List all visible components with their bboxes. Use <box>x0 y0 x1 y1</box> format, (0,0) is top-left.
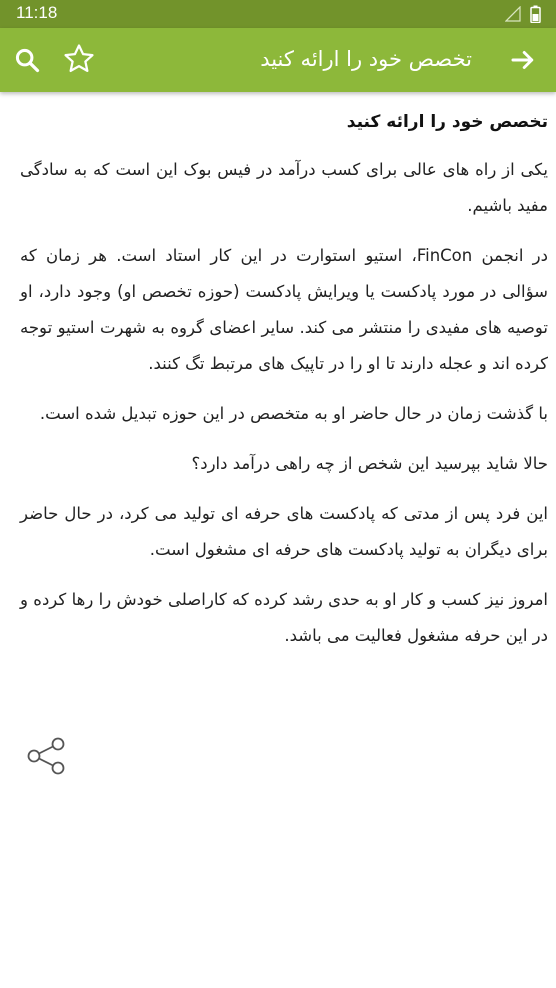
article-paragraph: حالا شاید بپرسید این شخص از چه راهی درآمد دارد؟ <box>191 454 548 473</box>
article-content <box>20 100 548 668</box>
signal-icon <box>505 6 521 22</box>
article-title: تخصص خود را ارائه کنید <box>346 112 548 132</box>
article-paragraph: یکی از راه های عالی برای کسب درآمد در فیس بوک این است که به سادگی مفید باشیم. <box>20 160 548 215</box>
battery-icon <box>530 5 541 23</box>
article-paragraph: این فرد پس از مدتی که پادکست های حرفه ای تولید می کرد، در حال حاضر برای دیگران به تولید پادکست های حرفه ای مشغول است. <box>20 504 548 559</box>
star-icon[interactable] <box>62 42 96 76</box>
back-arrow-icon[interactable] <box>508 45 538 75</box>
article-paragraph: در انجمن FinCon، استیو استوارت در این کار استاد است. هر زمان که سؤالی در مورد پادکست یا ویرایش پادکست (حوزه تخصص او) وجود دارد، او توصیه های مفیدی را منتشر می کند. سایر اعضای گروه به شهرت استیو توجه کرده اند و عجله دارند تا او را در تاپیک های مرتبط تگ کنند. <box>20 246 549 373</box>
share-icon[interactable] <box>26 736 68 776</box>
article-paragraph: با گذشت زمان در حال حاضر او به متخصص در این حوزه تبدیل شده است. <box>39 404 548 423</box>
article-paragraph: امروز نیز کسب و کار او به حدی رشد کرده که کاراصلی خودش را رها کرده و در این حرفه مشغول فعالیت می باشد. <box>20 590 548 645</box>
status-bar <box>0 0 556 28</box>
app-bar-title: تخصص خود را ارائه کنید <box>260 47 472 71</box>
search-icon[interactable] <box>13 46 41 74</box>
app-bar <box>0 28 556 92</box>
status-time: 11:18 <box>16 3 58 22</box>
